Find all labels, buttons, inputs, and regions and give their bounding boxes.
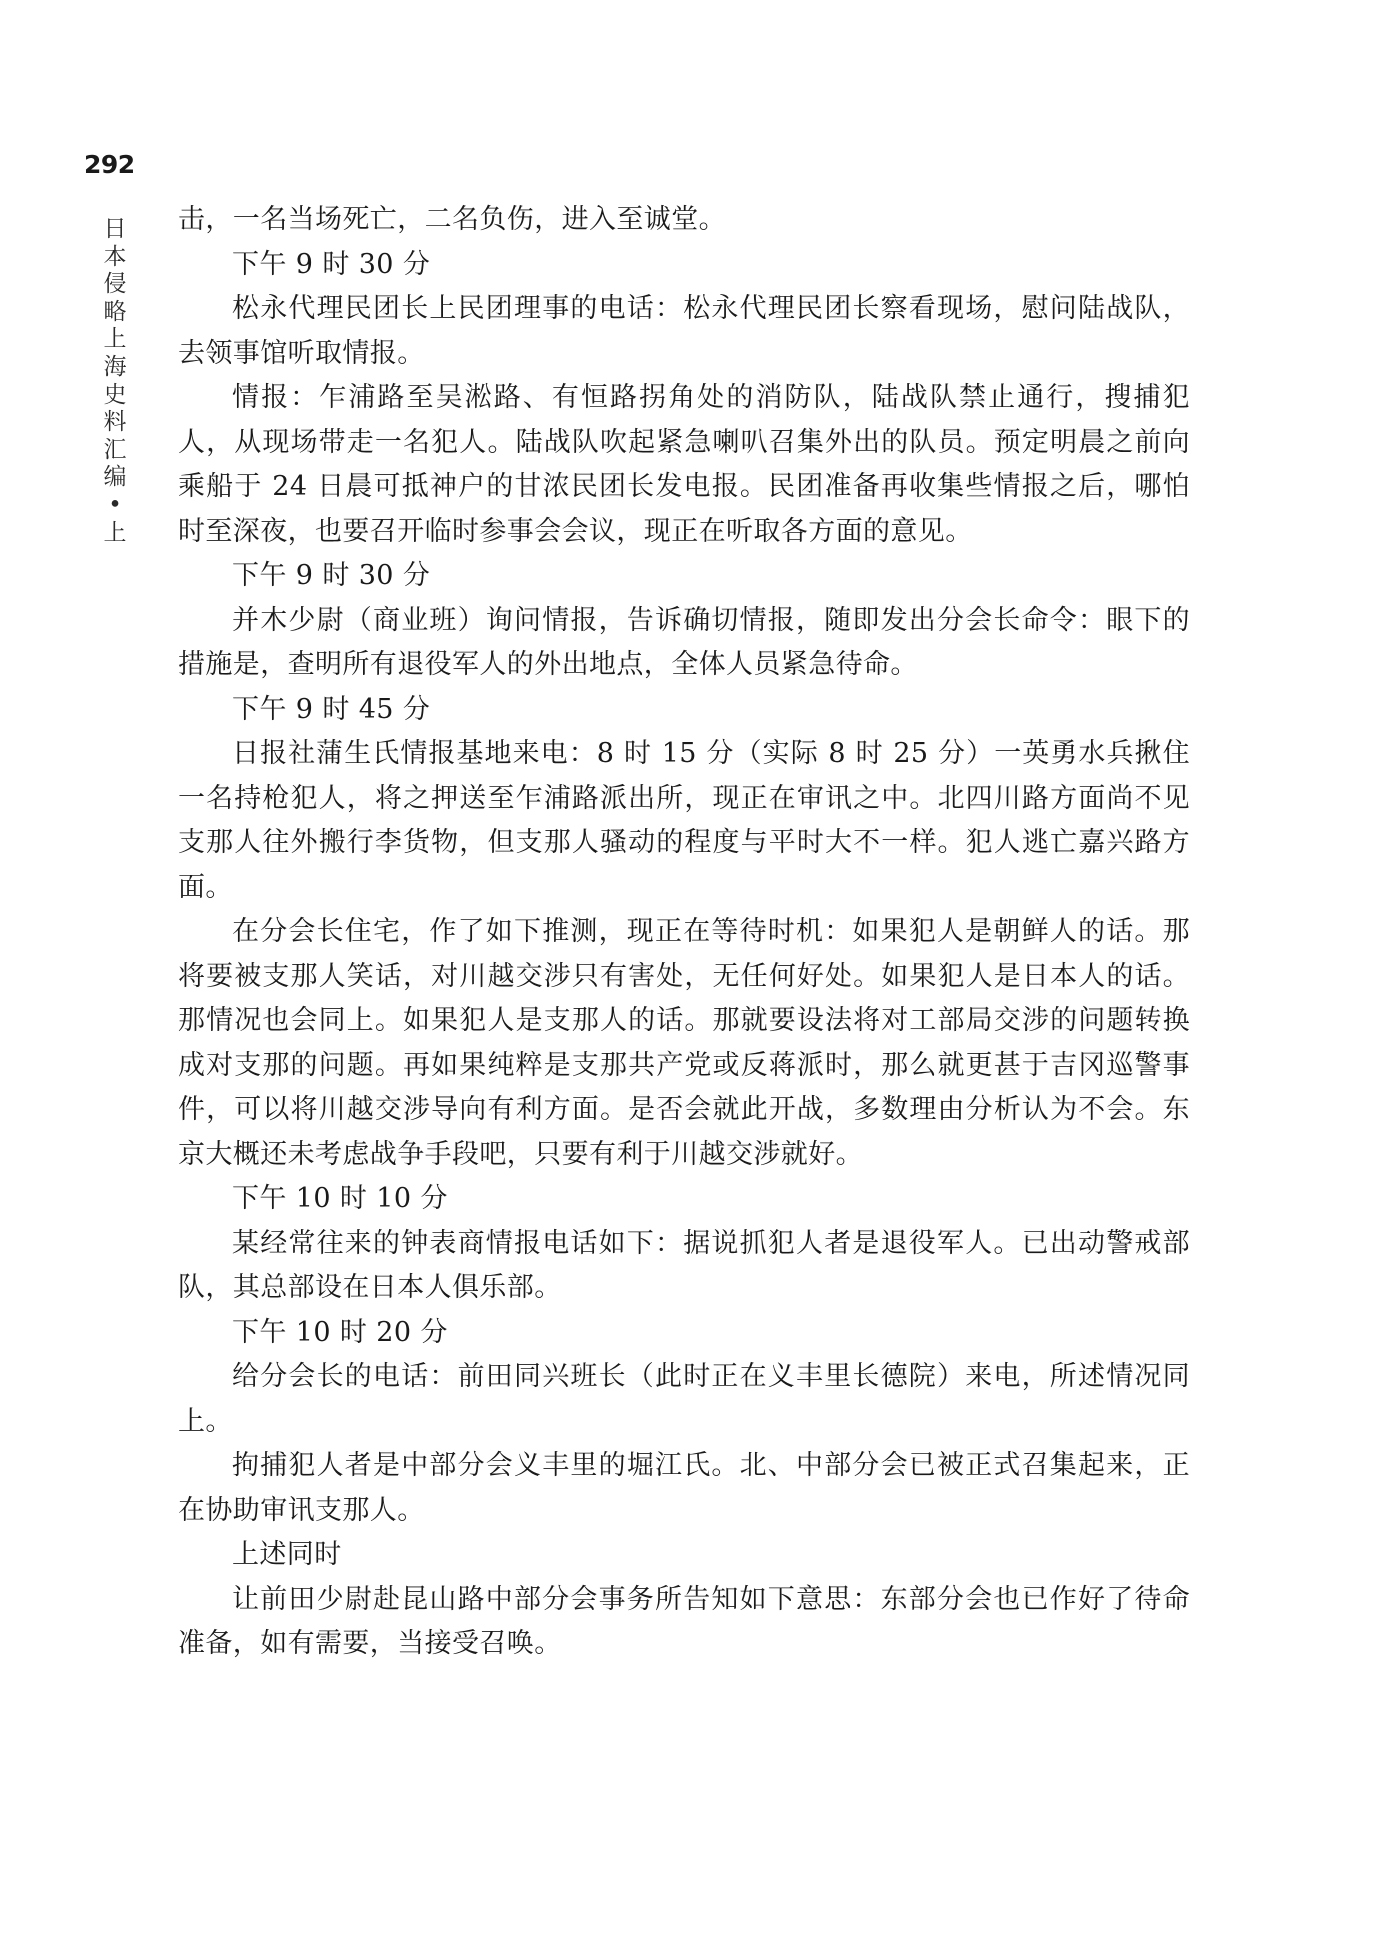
time-heading: 下午 10 时 10 分 xyxy=(232,1183,448,1214)
running-head: 日本侵略上海史料汇编 • 上 xyxy=(103,216,127,546)
time-heading: 上述同时 xyxy=(232,1539,342,1570)
paragraph: 给分会长的电话：前田同兴班长（此时正在义丰里长德院）来电，所述情况同上。 xyxy=(178,1361,1190,1437)
paragraph: 并木少尉（商业班）询问情报，告诉确切情报，随即发出分会长命令：眼下的措施是，查明所有退役军人的外出地点，全体人员紧急待命。 xyxy=(178,604,1190,680)
paragraph: 某经常往来的钟表商情报电话如下：据说抓犯人者是退役军人。已出动警戒部队，其总部设在日本人俱乐部。 xyxy=(178,1227,1190,1303)
paragraph: 情报：乍浦路至吴淞路、有恒路拐角处的消防队，陆战队禁止通行，搜捕犯人，从现场带走一名犯人。陆战队吹起紧急喇叭召集外出的队员。预定明晨之前向乘船于 24 日晨可抵神户的甘浓民团长发电报。民团准备再收集些情报之后，哪怕时至深夜，也要召开临时参事会会议，现正在听取各方面的意见。 xyxy=(178,382,1190,547)
paragraph: 松永代理民团长上民团理事的电话：松永代理民团长察看现场，慰问陆战队，去领事馆听取情报。 xyxy=(178,293,1190,369)
paragraph: 击，一名当场死亡，二名负伤，进入至诚堂。 xyxy=(178,204,726,235)
time-heading: 下午 9 时 30 分 xyxy=(232,248,431,280)
time-heading: 下午 9 时 45 分 xyxy=(232,693,431,725)
paragraph: 拘捕犯人者是中部分会义丰里的堀江氏。北、中部分会已被正式召集起来，正在协助审讯支那人。 xyxy=(178,1450,1190,1526)
page-number: 292 xyxy=(84,150,135,179)
paragraph: 在分会长住宅，作了如下推测，现正在等待时机：如果犯人是朝鲜人的话。那将要被支那人笑话，对川越交涉只有害处，无任何好处。如果犯人是日本人的话。那情况也会同上。如果犯人是支那人的话。那就要设法将对工部局交涉的问题转换成对支那的问题。再如果纯粹是支那共产党或反蒋派时，那么就更甚于吉冈巡警事件，可以将川越交涉导向有利方面。是否会就此开战，多数理由分析认为不会。东京大概还未考虑战争手段吧，只要有利于川越交涉就好。 xyxy=(178,916,1190,1170)
paragraph: 日报社蒲生氏情报基地来电：8 时 15 分（实际 8 时 25 分）一英勇水兵揪住一名持枪犯人，将之押送至乍浦路派出所，现正在审讯之中。北四川路方面尚不见支那人往外搬行李货物，但支那人骚动的程度与平时大不一样。犯人逃亡嘉兴路方面。 xyxy=(178,738,1190,903)
time-heading: 下午 9 时 30 分 xyxy=(232,560,431,591)
body-text xyxy=(178,198,1190,1667)
paragraph: 让前田少尉赴昆山路中部分会事务所告知如下意思：东部分会也已作好了待命准备，如有需要，当接受召唤。 xyxy=(178,1583,1190,1659)
time-heading: 下午 10 时 20 分 xyxy=(232,1316,448,1348)
